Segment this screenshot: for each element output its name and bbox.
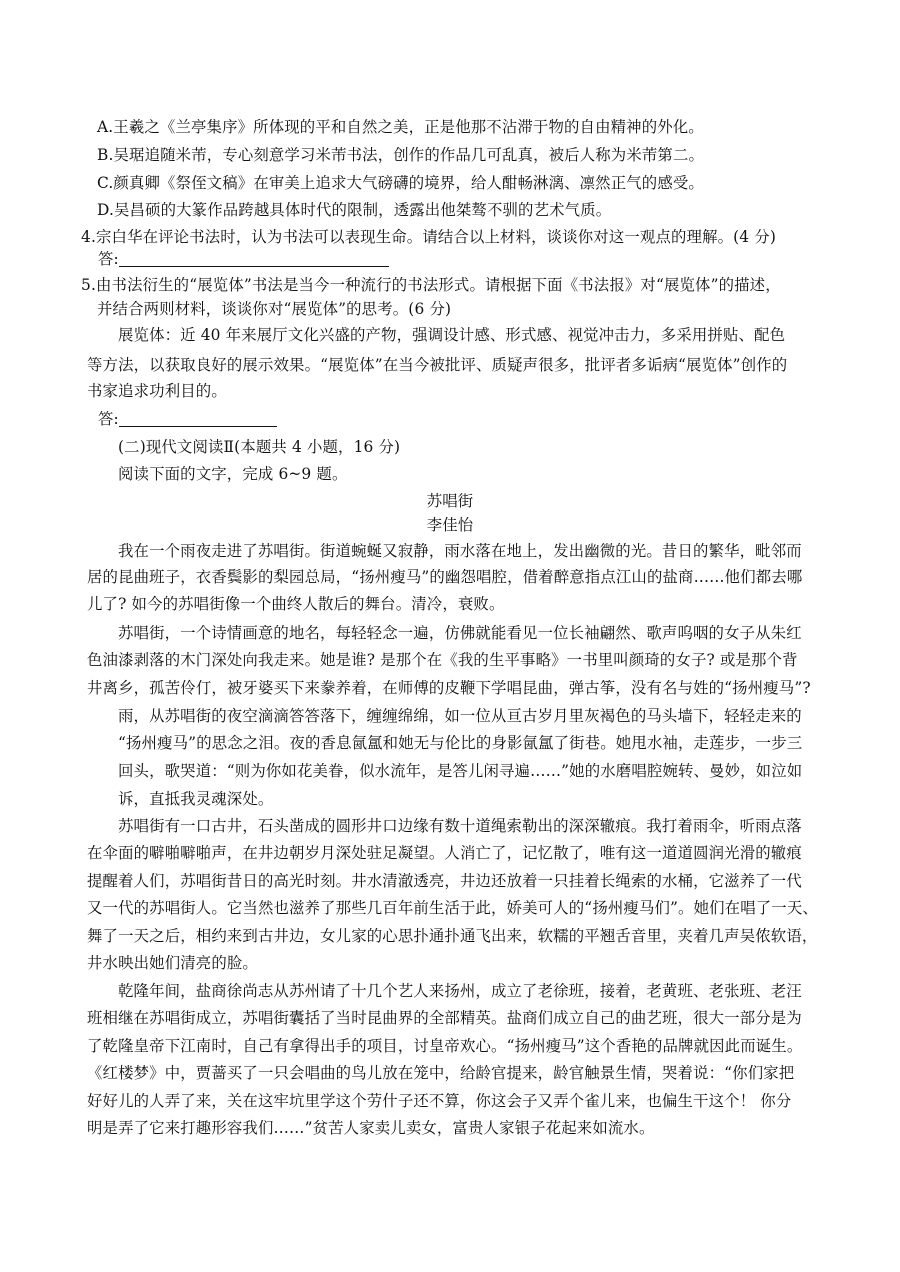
option-d: D.吴昌硕的大篆作品跨越具体时代的限制，透露出他桀骜不驯的艺术气质。 bbox=[97, 201, 612, 219]
p4-line-4: 又一代的苏唱街人。它当然也滋养了那些几百年前生活于此，娇美可人的“扬州瘦马们”。她们在唱了一天、 bbox=[87, 899, 818, 917]
p4-line-2: 在伞面的噼啪噼啪声，在井边朝岁月深处驻足凝望。人消亡了，记忆散了，唯有这一道道圆润光滑的辙痕 bbox=[87, 844, 802, 862]
p2-line-3: 井离乡，孤苦伶仃，被牙婆买下来豢养着，在师傅的皮鞭下学唱昆曲，弹古筝，没有名与姓的“扬州瘦马”? bbox=[87, 679, 811, 697]
answer-line-5 bbox=[119, 426, 277, 427]
article-title: 苏唱街 bbox=[426, 492, 474, 510]
p4-line-1: 苏唱街有一口古井，石头凿成的圆形井口边缘有数十道绳索勒出的深深辙痕。我打着雨伞，听雨点落 bbox=[118, 817, 802, 835]
p1-line-3: 儿了? 如今的苏唱街像一个曲终人散后的舞台。清冷，衰败。 bbox=[87, 595, 505, 613]
p3-line-2: “扬州瘦马”的思念之泪。夜的香息氤氲和她无与伦比的身影氤氲了街巷。她甩水袖，走莲步，一步三 bbox=[118, 734, 803, 752]
p4-line-6: 井水映出她们清亮的脸。 bbox=[87, 954, 258, 972]
option-b: B.吴琚追随米芾，专心刻意学习米芾书法，创作的作品几可乱真，被后人称为米芾第二。 bbox=[97, 146, 705, 164]
question-4: 4.宗白华在评论书法时，认为书法可以表现生命。请结合以上材料，谈谈你对这一观点的理解。(4 分) bbox=[81, 228, 776, 246]
p1-line-2: 居的昆曲班子，衣香鬓影的梨园总局，“扬州瘦马”的幽怨唱腔，借着醉意指点江山的盐商……他们都去哪 bbox=[87, 568, 803, 586]
p4-line-5: 舞了一天之后，相约来到古井边，女儿家的心思扑通扑通飞出来，软糯的平翘舌音里，夹着几声吴侬软语， bbox=[87, 927, 818, 945]
question-5-line-2: 并结合两则材料，谈谈你对“展览体”的思考。(6 分) bbox=[97, 300, 452, 318]
p3-line-3: 回头，歌哭道：“则为你如花美眷，似水流年，是答儿闲寻遍……”她的水磨唱腔婉转、曼妙，如泣如 bbox=[118, 762, 803, 780]
quote-line-1: 展览体：近 40 年来展厅文化兴盛的产物，强调设计感、形式感、视觉冲击力，多采用拼贴、配色 bbox=[118, 326, 786, 344]
p2-line-1: 苏唱街，一个诗情画意的地名，每轻轻念一遍，仿佛就能看见一位长袖翩然、歌声呜咽的女子从朱红 bbox=[118, 624, 802, 642]
quote-line-2: 等方法，以获取良好的展示效果。“展览体”在当今被批评、质疑声很多，批评者多诟病“展览体”创作的 bbox=[87, 356, 788, 374]
question-5-line-1: 5.由书法衍生的“展览体”书法是当今一种流行的书法形式。请根据下面《书法报》对“展览体”的描述， bbox=[81, 276, 781, 294]
p1-line-1: 我在一个雨夜走进了苏唱街。街道蜿蜒又寂静，雨水落在地上，发出幽微的光。昔日的繁华，毗邻而 bbox=[118, 542, 802, 560]
option-c: C.颜真卿《祭侄文稿》在审美上追求大气磅礴的境界，给人酣畅淋漓、凛然正气的感受。 bbox=[97, 174, 704, 192]
p4-line-3: 提醒着人们，苏唱街昔日的高光时刻。井水清澈透亮，井边还放着一只挂着长绳索的水桶，它滋养了一代 bbox=[87, 872, 802, 890]
p5-line-6: 明是弄了它来打趣形容我们……”贫苦人家卖儿卖女，富贵人家银子花起来如流水。 bbox=[87, 1119, 655, 1137]
quote-line-3: 书家追求功利目的。 bbox=[87, 382, 227, 400]
section-instruction: 阅读下面的文字，完成 6~9 题。 bbox=[118, 465, 348, 483]
article-author: 李佳怡 bbox=[426, 516, 474, 534]
p5-line-4: 《红楼梦》中，贾蔷买了一只会唱曲的鸟儿放在笼中，给龄官提来，龄官触景生情，哭着说：“你们家把 bbox=[87, 1064, 795, 1082]
answer-line-4 bbox=[119, 266, 389, 267]
p3-line-4: 诉，直抵我灵魂深处。 bbox=[118, 790, 274, 808]
option-a: A.王羲之《兰亭集序》所体现的平和自然之美，正是他那不沾滞于物的自由精神的外化。 bbox=[97, 118, 704, 136]
answer-label-4: 答: bbox=[98, 250, 119, 268]
p2-line-2: 色油漆剥落的木门深处向我走来。她是谁? 是那个在《我的生平事略》一书里叫颜琦的女子? 或是那个背 bbox=[87, 651, 798, 669]
p5-line-1: 乾隆年间，盐商徐尚志从苏州请了十几个艺人来扬州，成立了老徐班，接着，老黄班、老张班、老汪 bbox=[118, 982, 802, 1000]
answer-label-5: 答: bbox=[98, 410, 119, 428]
p5-line-5: 好好儿的人弄了来，关在这牢坑里学这个劳什子还不算，你这会子又弄个雀儿来，也偏生干这个！ 你分 bbox=[87, 1092, 792, 1110]
p5-line-2: 班相继在苏唱街成立，苏唱街囊括了当时昆曲界的全部精英。盐商们成立自己的曲艺班，很大一部分是为 bbox=[87, 1009, 802, 1027]
p5-line-3: 了乾隆皇帝下江南时，自己有拿得出手的项目，讨皇帝欢心。“扬州瘦马”这个香艳的品牌就因此而诞生。 bbox=[87, 1037, 803, 1055]
section-heading: (二)现代文阅读Ⅱ(本题共 4 小题，16 分) bbox=[118, 438, 401, 456]
p3-line-1: 雨，从苏唱街的夜空滴滴答答落下，缠缠绵绵，如一位从亘古岁月里灰褐色的马头墙下，轻轻走来的 bbox=[118, 707, 802, 725]
